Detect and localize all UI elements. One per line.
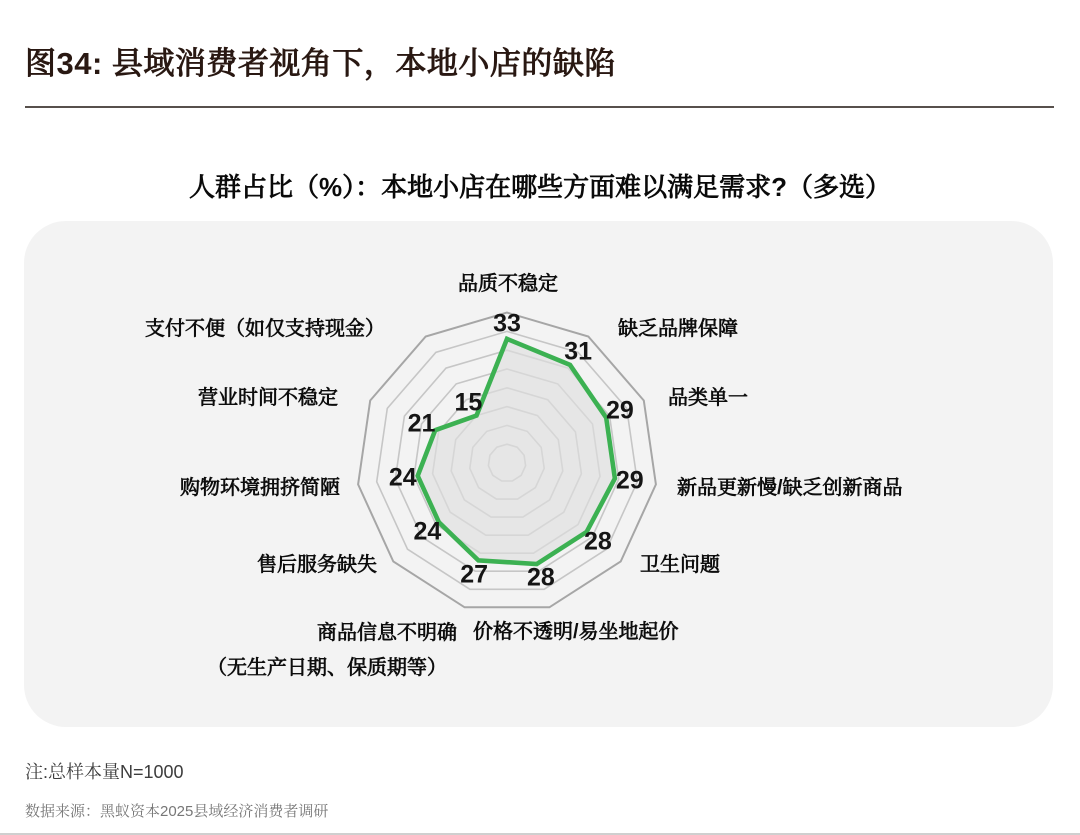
axis-label: 新品更新慢/缺乏创新商品: [677, 477, 903, 499]
value-label: 31: [564, 337, 593, 366]
value-label: 27: [460, 560, 489, 589]
chart-title: 人群占比（%）：本地小店在哪些方面难以满足需求?（多选）: [188, 172, 891, 202]
axis-label: 卫生问题: [640, 554, 720, 576]
value-label: 21: [407, 409, 436, 438]
axis-label: 品质不稳定: [458, 273, 558, 295]
axis-label: 售后服务缺失: [257, 554, 377, 576]
value-label: 28: [584, 527, 612, 556]
axis-label: 商品信息不明确: [317, 622, 457, 644]
value-label: 28: [526, 563, 555, 592]
title-divider: [25, 106, 1054, 108]
axis-label: 支付不便（如仅支持现金）: [145, 318, 385, 340]
radar-chart: [24, 221, 1053, 727]
sample-size-note: 注:总样本量N=1000: [25, 762, 184, 782]
chart-card: [24, 221, 1053, 727]
data-source-note: 数据来源：黑蚁资本2025县域经济消费者调研: [25, 803, 329, 820]
axis-label: 缺乏品牌保障: [618, 318, 738, 340]
axis-label: 品类单一: [668, 387, 748, 409]
figure-title: 图34: 县域消费者视角下，本地小店的缺陷: [25, 46, 616, 81]
value-label: 29: [605, 396, 634, 425]
value-label: 24: [413, 517, 442, 546]
axis-label: 营业时间不稳定: [198, 387, 338, 409]
value-label: 33: [493, 309, 521, 338]
value-label: 15: [454, 388, 483, 417]
axis-label: 价格不透明/易坐地起价: [473, 621, 679, 643]
value-label: 29: [615, 466, 644, 495]
axis-label: 购物环境拥挤简陋: [180, 477, 340, 499]
value-label: 24: [388, 463, 417, 492]
axis-label: （无生产日期、保质期等）: [207, 657, 447, 679]
